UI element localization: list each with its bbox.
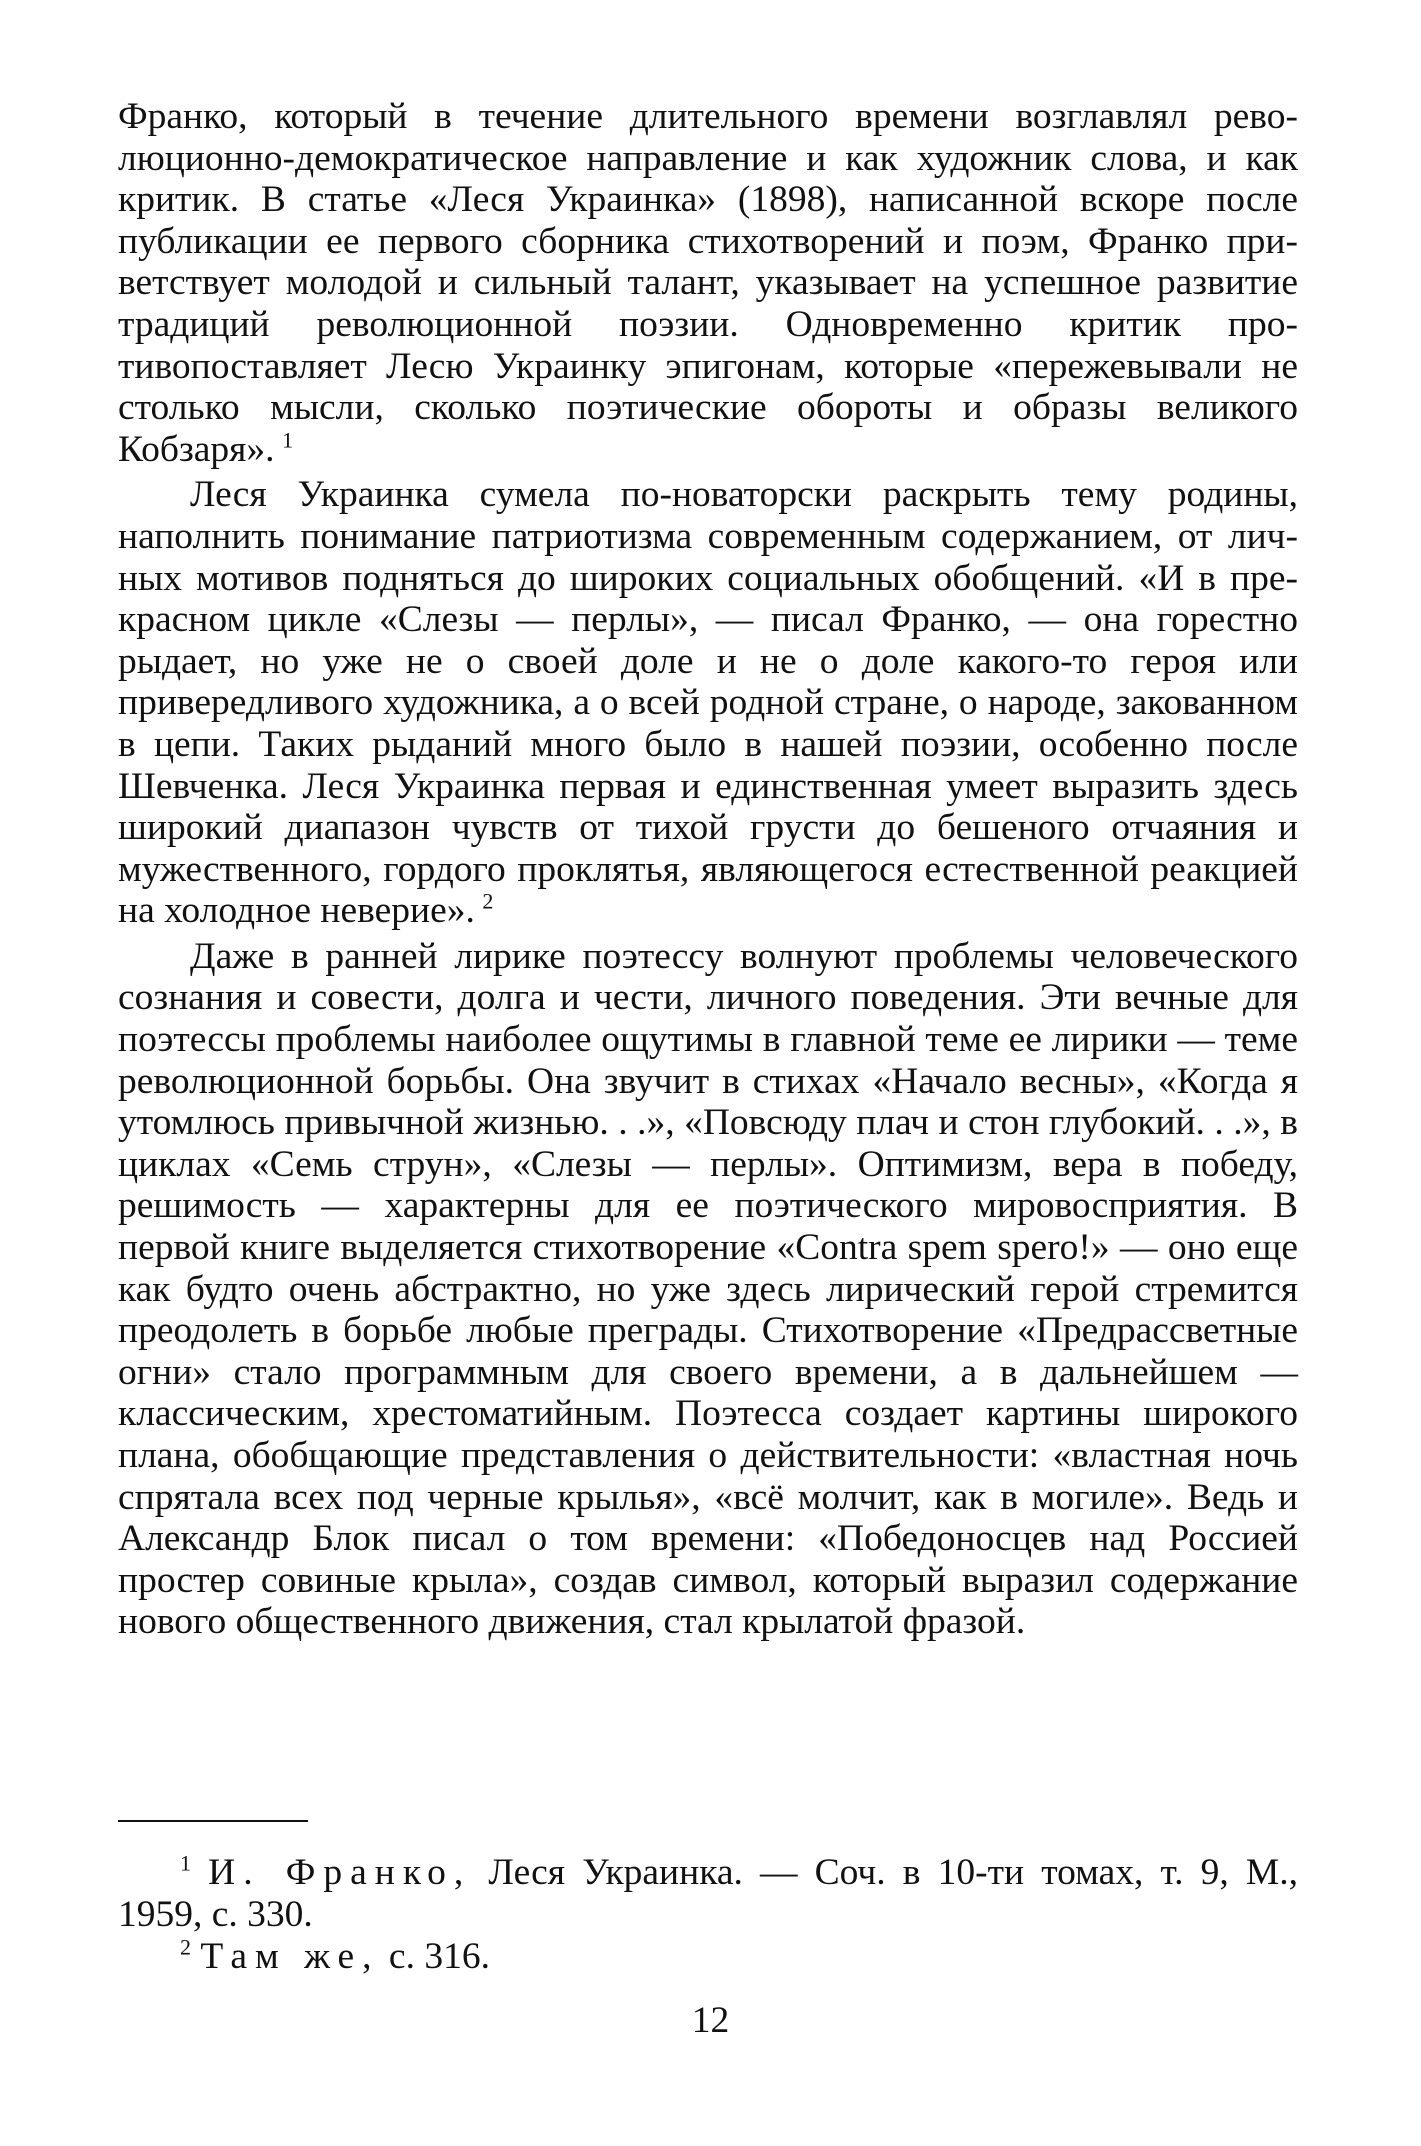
footnote-separator <box>118 1820 308 1822</box>
footnote-1-text: Леся Украинка. — Соч. в 10-ти томах, т. 9, М., 1959, с. 330. <box>118 1852 1298 1935</box>
main-text <box>118 96 1298 1643</box>
paragraph-3-text: Даже в ранней лирике поэтессу волнуют проблемы человеческого сознания и совести, долга и чести, личного поведения. Эти вечные для поэтессы проблемы наиболее ощутимы в главной теме ее лирики — теме революционной борьбы. Она звучит в стихах «Начало весны», «Когда я утомлюсь привычной жизнью. . .», «Повсюду плач и стон глубокий. . .», в циклах «Семь струн», «Слезы — перлы». Оптимизм, вера в победу, решимость — характерны для ее поэтического мировосприятия. В первой книге выделяется стихотворение «Contra spem spero!» — оно еще как будто очень абстрактно, но уже здесь лирический герой стремится преодолеть в борьбе любые преграды. Стихотворение «Предрассветные огни» стало программным для своего времени, а в дальнейшем — классическим, хрестоматийным. Поэтесса создает картины широкого плана, обобщающие представления о действительности: «властная ночь спрятала всех под черные крылья», «всё молчит, как в могиле». Ведь и Александр Блок писал о том времени: «Победоносцев над Россией простер совиные крыла», создав символ, который выразил содержание нового общественного движения, стал крылатой фразой. <box>118 935 1298 1643</box>
footnote-1-mark: 1 <box>180 1850 191 1876</box>
footnote-2-author: Там же, <box>200 1936 380 1977</box>
paragraph-2-text: Леся Украинка сумела по-новаторски раскрыть тему родины, наполнить понимание патриотизма современным содержанием, от личных мотивов подняться до широких социальных обобщений. «И в прекрасном цикле «Слезы — перлы», — писал Франко, — она горестно рыдает, но уже не о своей доле и не о доле какого-то героя или привередливого художника, а о всей родной стране, о народе, закованном в цепи. Таких рыданий много было в нашей поэзии, особенно после Шевченка. Леся Украинка первая и единственная умеет выразить здесь широкий диапазон чувств от тихой грусти до бешеного отчаяния и мужественного, гордого проклятья, являющегося естественной реакцией на холодное неверие». <box>118 474 1298 932</box>
footnote-2 <box>118 1936 1298 1978</box>
paragraph-1-text: Франко, который в течение длительного времени возглавлял революционно-демократическое направление и как художник слова, и как критик. В статье «Леся Украинка» (1898), написанной вскоре после публикации ее первого сборника стихотворений и поэм, Франко приветствует молодой и сильный талант, указывает на успешное развитие традиций революционной поэзии. Одновременно критик противопоставляет Лесю Украинку эпигонам, которые «пережевывали не столько мысли, сколько поэтические обороты и образы великого Кобзаря». <box>118 96 1298 470</box>
page-number: 12 <box>691 2000 730 2041</box>
paragraph-3 <box>118 936 1298 1643</box>
footnote-2-mark: 2 <box>180 1934 191 1960</box>
footnote-ref-2: 2 <box>482 888 494 914</box>
footnotes <box>118 1852 1298 1978</box>
footnote-2-text: с. 316. <box>379 1936 490 1977</box>
footnote-1-author: И. Франко, <box>208 1852 472 1893</box>
footnote-ref-1: 1 <box>282 427 294 453</box>
paragraph-1 <box>118 96 1298 470</box>
footnote-1 <box>118 1852 1298 1936</box>
paragraph-2 <box>118 474 1298 932</box>
